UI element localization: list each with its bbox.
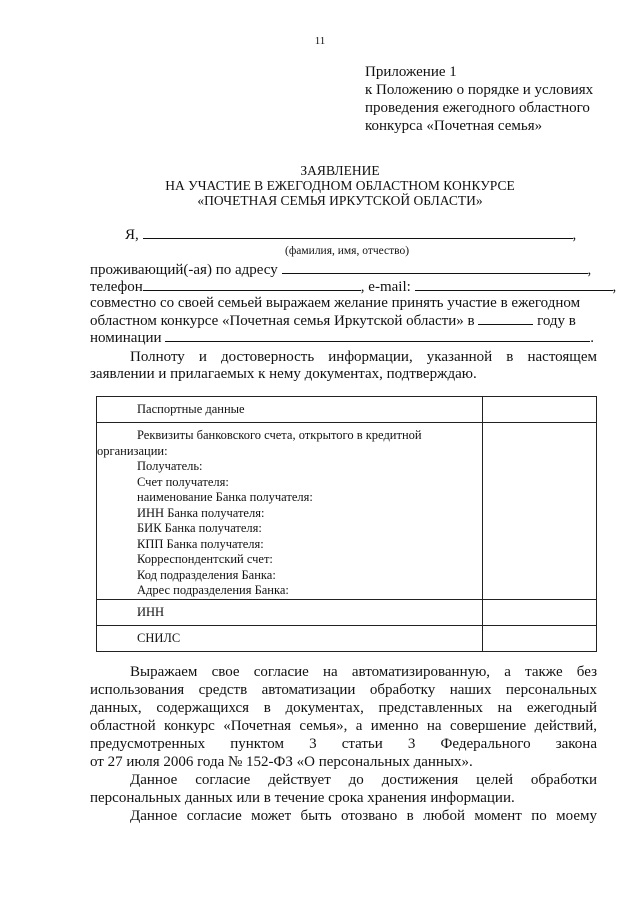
together-line: совместно со своей семьей выражаем желание принять участие в ежегодном xyxy=(90,295,581,311)
bank-field-label: Корреспондентский счет: xyxy=(137,552,273,566)
consent-p1-last: от 27 июля 2006 года № 152-ФЗ «О персональных данных». xyxy=(90,754,473,770)
consent-p1-line: Выражаем свое согласие на автоматизированную, а также без xyxy=(130,664,597,680)
period: . xyxy=(590,330,595,346)
document-title xyxy=(0,163,640,208)
address-row xyxy=(90,261,591,279)
year-suffix: году в xyxy=(537,313,576,329)
bank-field-label: БИК Банка получателя: xyxy=(137,521,262,535)
inn-row xyxy=(97,599,597,625)
consent-p1-line: использования средств автоматизации обработку наших персональных xyxy=(90,682,597,698)
bank-row xyxy=(97,423,597,600)
appendix-line: Приложение 1 xyxy=(365,64,457,80)
phone-email-row xyxy=(90,278,616,296)
contest-text: областном конкурсе «Почетная семья Иркутской области» в xyxy=(90,313,475,329)
inn-label: ИНН xyxy=(137,604,165,619)
passport-value-cell[interactable] xyxy=(482,397,596,423)
comma: , xyxy=(587,262,592,278)
bank-title-2: организации: xyxy=(97,443,168,458)
bank-field-label: наименование Банка получателя: xyxy=(137,490,313,504)
inn-label-cell xyxy=(97,599,483,625)
address-label: проживающий(-ая) по адресу xyxy=(90,262,278,278)
snils-value-cell[interactable] xyxy=(482,625,596,651)
comma: , xyxy=(612,279,617,295)
consent-p1-line: данных, содержащихся в документах, представленных на ежегодный xyxy=(90,700,597,716)
bank-field-label: Получатель: xyxy=(137,459,203,473)
bank-field-label: КПП Банка получателя: xyxy=(137,536,264,551)
i-prefix: Я, xyxy=(125,227,139,243)
appendix-line: к Положению о порядке и условиях xyxy=(365,82,594,98)
bank-field-label: ИНН Банка получателя: xyxy=(137,505,265,520)
title-line: НА УЧАСТИЕ В ЕЖЕГОДНОМ ОБЛАСТНОМ КОНКУРСЕ xyxy=(165,178,515,193)
year-field-line[interactable] xyxy=(478,312,533,325)
page-number: 11 xyxy=(314,35,326,47)
email-field-line[interactable] xyxy=(415,278,613,291)
name-field-line[interactable] xyxy=(143,226,573,239)
bank-requisites xyxy=(97,423,482,599)
email-label: , e-mail: xyxy=(360,279,411,295)
bank-field-label: Код подразделения Банка: xyxy=(137,567,276,582)
confirm-line-1: Полноту и достоверность информации, указанной в настоящем xyxy=(130,349,597,365)
address-field-line[interactable] xyxy=(282,261,588,274)
consent-p2-line: Данное согласие действует до достижения целей обработки xyxy=(130,772,597,788)
appendix-header xyxy=(365,63,593,135)
appendix-line: конкурса «Почетная семья» xyxy=(365,118,543,134)
contest-year-row xyxy=(90,312,576,330)
nomination-label: номинации xyxy=(90,330,162,346)
appendix-line: проведения ежегодного областного xyxy=(365,100,590,116)
phone-field-line[interactable] xyxy=(143,278,361,291)
bank-value-cell[interactable] xyxy=(482,423,596,600)
title-line: «ПОЧЕТНАЯ СЕМЬЯ ИРКУТСКОЙ ОБЛАСТИ» xyxy=(197,193,483,208)
title-line: ЗАЯВЛЕНИЕ xyxy=(300,163,380,178)
bank-title-1: Реквизиты банковского счета, открытого в кредитной xyxy=(137,428,422,442)
nomination-field-line[interactable] xyxy=(165,329,590,342)
inn-value-cell[interactable] xyxy=(482,599,596,625)
consent-p2-last: персональных данных или в течение срока хранения информации. xyxy=(90,790,515,806)
passport-row xyxy=(97,397,597,423)
bank-label-cell xyxy=(97,423,483,600)
confirm-line-2: заявлении и прилагаемых к нему документах, подтверждаю. xyxy=(90,366,477,382)
consent-p1-line: предусмотренных пунктом 3 статьи 3 Федерального закона xyxy=(90,736,597,752)
snils-row xyxy=(97,625,597,651)
passport-label-cell xyxy=(97,397,483,423)
comma: , xyxy=(572,227,577,243)
applicant-data-table xyxy=(96,396,597,652)
nomination-row xyxy=(90,329,594,347)
consent-p3-line: Данное согласие может быть отозвано в любой момент по моему xyxy=(130,808,597,824)
bank-field-label: Счет получателя: xyxy=(137,474,229,489)
bank-field-label: Адрес подразделения Банка: xyxy=(137,583,289,597)
snils-label-cell xyxy=(97,625,483,651)
applicant-name-row xyxy=(125,226,576,244)
consent-p1-line: областной конкурс «Почетная семья», а именно на совершение действий, xyxy=(90,718,597,734)
fio-hint: (фамилия, имя, отчество) xyxy=(285,245,410,257)
snils-label: СНИЛС xyxy=(137,630,181,645)
passport-label: Паспортные данные xyxy=(137,402,245,416)
phone-label: телефон xyxy=(90,279,143,295)
